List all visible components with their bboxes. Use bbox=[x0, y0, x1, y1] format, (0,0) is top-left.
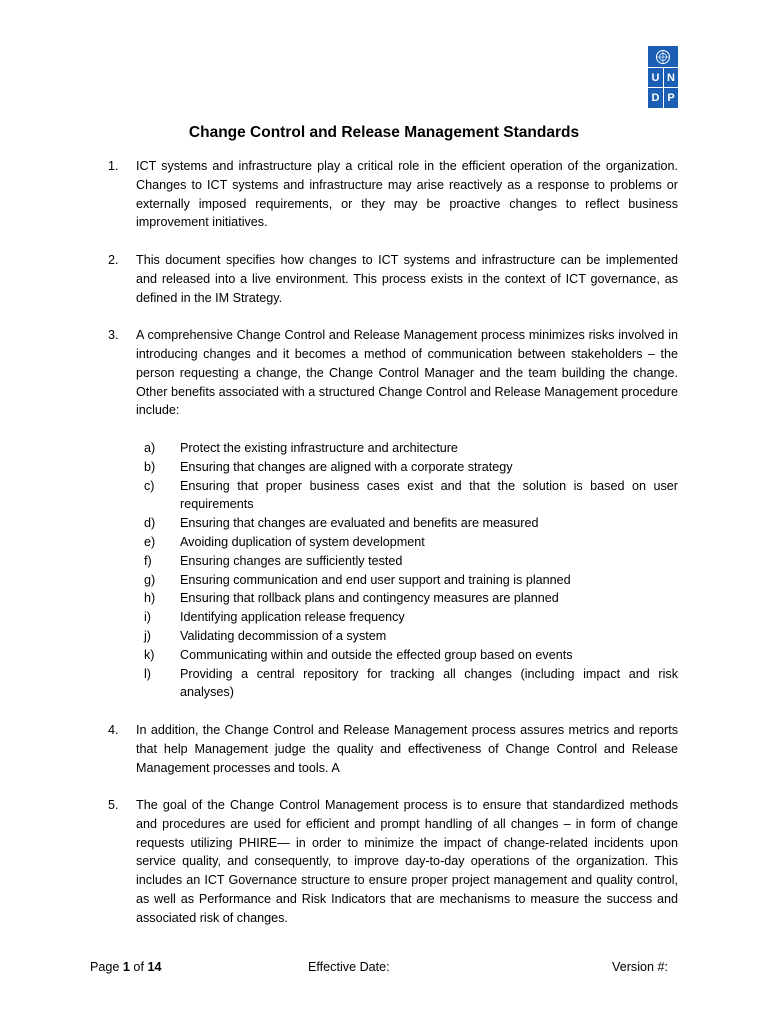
list-item bbox=[144, 533, 678, 552]
list-item bbox=[144, 608, 678, 627]
list-item-text: Ensuring that rollback plans and contingency measures are planned bbox=[180, 591, 559, 606]
paragraph-text: The goal of the Change Control Management process is to ensure that standardized methods and procedures are used for efficient and prompt handling of all changes – in form of change requests utilizing PHIRE— in order to minimize the impact of change-related incidents upon service quality, and consequently, to improve day-to-day operations of the organization. This includes an ICT Governance structure to ensure proper project management and quality control, as well as Performance and Risk Indicators that are mechanisms to measure the success and associated risk of changes. bbox=[136, 798, 678, 925]
logo-letter: D bbox=[648, 87, 663, 108]
list-item bbox=[144, 571, 678, 590]
page-prefix: Page bbox=[90, 960, 123, 974]
list-letter: a) bbox=[144, 440, 156, 455]
list-letter: j) bbox=[144, 628, 151, 643]
list-item bbox=[144, 439, 678, 458]
logo-letter: P bbox=[663, 87, 678, 108]
numbered-paragraph bbox=[108, 326, 678, 420]
page-of: of bbox=[129, 960, 148, 974]
list-item-text: Ensuring that changes are evaluated and benefits are measured bbox=[180, 516, 539, 531]
list-item-text: Ensuring that proper business cases exist and that the solution is based on user requirements bbox=[180, 478, 678, 512]
list-item-text: Communicating within and outside the effected group based on events bbox=[180, 647, 573, 662]
list-letter: d) bbox=[144, 516, 156, 531]
list-letter: b) bbox=[144, 459, 156, 474]
list-letter: l) bbox=[144, 666, 151, 681]
version-label: Version #: bbox=[612, 960, 669, 974]
list-letter: e) bbox=[144, 534, 156, 549]
list-item bbox=[144, 514, 678, 533]
un-emblem-icon bbox=[648, 46, 678, 67]
paragraph-number: 1. bbox=[108, 159, 119, 173]
list-item-text: Protect the existing infrastructure and architecture bbox=[180, 440, 458, 455]
paragraph-text: In addition, the Change Control and Release Management process assures metrics and reports that help Management judge the quality and effectiveness of Change Control and Release Management processes and tools. A bbox=[136, 722, 678, 775]
list-item bbox=[144, 477, 678, 515]
numbered-paragraph bbox=[108, 157, 678, 232]
list-item bbox=[144, 646, 678, 665]
paragraph-text: A comprehensive Change Control and Release Management process minimizes risks involved in introducing changes and it becomes a method of communication between stakeholders – the person requesting a change, the Change Control Manager and the team building the change. Other benefits associated with a structured Change Control and Release Management procedure include: bbox=[136, 328, 678, 418]
list-letter: f) bbox=[144, 553, 152, 568]
list-item bbox=[144, 589, 678, 608]
paragraph-number: 3. bbox=[108, 328, 119, 343]
page-number bbox=[90, 960, 161, 974]
list-item-text: Avoiding duplication of system development bbox=[180, 534, 425, 549]
paragraph-text: ICT systems and infrastructure play a critical role in the efficient operation of the organization. Changes to ICT systems and infrastructure may arise reactively as a response to problems or externally imposed requirements, or they may be proactive changes to reflect business improvement initiatives. bbox=[136, 159, 678, 230]
list-item-text: Ensuring that changes are aligned with a corporate strategy bbox=[180, 459, 513, 474]
undp-logo bbox=[648, 46, 678, 108]
paragraph-number: 5. bbox=[108, 798, 119, 813]
logo-letter: N bbox=[663, 67, 678, 87]
list-item bbox=[144, 552, 678, 571]
numbered-paragraph bbox=[108, 796, 678, 928]
benefits-list bbox=[144, 439, 678, 702]
list-letter: h) bbox=[144, 591, 156, 606]
effective-date-label: Effective Date: bbox=[308, 960, 390, 974]
document-title: Change Control and Release Management Standards bbox=[188, 124, 580, 141]
page-current: 1 bbox=[122, 960, 130, 974]
list-item bbox=[144, 627, 678, 646]
page-total: 14 bbox=[147, 960, 162, 974]
numbered-paragraph bbox=[108, 721, 678, 777]
list-letter: k) bbox=[144, 647, 155, 662]
list-item bbox=[144, 665, 678, 703]
paragraph-number: 2. bbox=[108, 252, 119, 267]
list-item-text: Ensuring communication and end user support and training is planned bbox=[180, 572, 571, 587]
list-item-text: Identifying application release frequency bbox=[180, 610, 405, 625]
numbered-paragraph bbox=[108, 251, 678, 307]
list-letter: c) bbox=[144, 478, 155, 493]
list-letter: g) bbox=[144, 572, 156, 587]
list-item-text: Ensuring changes are sufficiently tested bbox=[180, 553, 403, 568]
paragraph-number: 4. bbox=[108, 722, 119, 737]
logo-letter: U bbox=[648, 67, 663, 87]
list-item-text: Providing a central repository for tracking all changes (including impact and risk analyses) bbox=[180, 666, 678, 700]
paragraph-text: This document specifies how changes to ICT systems and infrastructure can be implemented and released into a live environment. This process exists in the context of ICT governance, as defined in the IM Strategy. bbox=[136, 252, 678, 305]
list-item-text: Validating decommission of a system bbox=[180, 628, 387, 643]
document-body bbox=[108, 157, 678, 946]
list-item bbox=[144, 458, 678, 477]
list-letter: i) bbox=[144, 610, 151, 625]
